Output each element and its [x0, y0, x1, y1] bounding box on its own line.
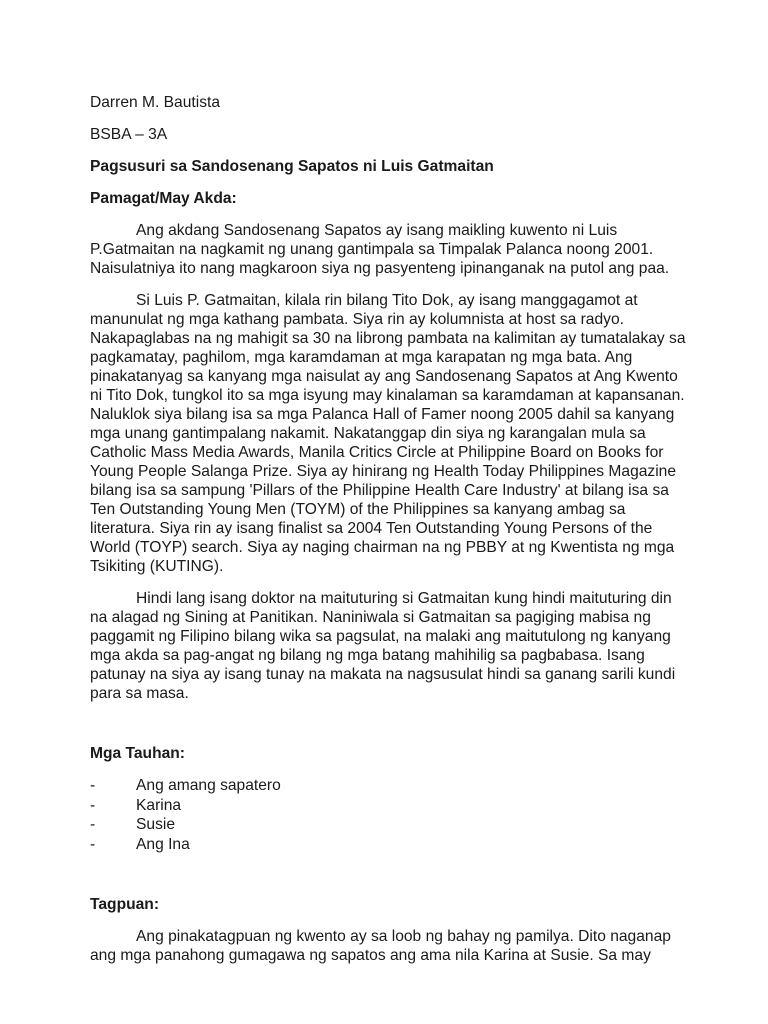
heading-tauhan: Mga Tauhan: [90, 745, 186, 762]
character-name: Ang amang sapatero [136, 777, 281, 794]
character-name: Susie [136, 816, 176, 833]
paragraph-author-advocacy: Hindi lang isang doktor na maituturing si Gatmaitan kung hindi maituturing din na alagad ng Sining at Panitikan. Naniniwala si Gatmaitan sa pagiging mabisa ng paggamit ng Filipino bilang wika sa pagsulat, na malaki ang maitutulong ng kanyang mga akda sa pag-angat ng bilang ng mga batang mahihilig sa pagbabasa. Isang patunay na siya ay isang tunay na makata na nagsusulat hindi sa ganang sarili kundi para sa masa. [90, 590, 676, 702]
character-name: Karina [136, 796, 182, 814]
paragraph-author-bio: Si Luis P. Gatmaitan, kilala rin bilang Tito Dok, ay isang manggagamot at manunulat ng mga kathang pambata. Siya rin ay kolumnista at host sa radyo. Nakapaglabas na ng mahigit sa 30 na librong pambata na kalimitan ay tumatalakay sa pagkamatay, paghilom, mga karamdaman at mga karapatan ng mga bata. Ang pinakatanyag sa kanyang mga naisulat ay ang Sandosenang Sapatos at Ang Kwento ni Tito Dok, tungkol ito sa mga isyung may kinalaman sa karamdaman at kapansanan. Naluklok siya bilang isa sa mga Palanca Hall of Famer noong 2005 dahil sa kanyang mga unang gantimpalang nakamit. Nakatanggap din siya ng karangalan mula sa Catholic Mass Media Awards, Manila Critics Circle at Philippine Board on Books for Young People Salanga Prize. Siya ay hinirang ng Health Today Philippines Magazine bilang isa sa sampung 'Pillars of the Philippine Health Care Industry' at bilang isa sa Ten Outstanding Young Men (TOYM) of the Philippines sa kanyang ambag sa literatura. Siya rin ay isang finalist sa 2004 Ten Outstanding Young Persons of the World (TOYP) search. Siya ay naging chairman na ng PBBY at ng Kwentista ng mga Tsikiting (KUTING). [90, 292, 686, 575]
author-name: Darren M. Bautista [90, 94, 220, 111]
paragraph-intro: Ang akdang Sandosenang Sapatos ay isang maikling kuwento ni Luis P.Gatmaitan na nagkamit ng unang gantimpala sa Timpalak Palanca noong 2001. Naisulatniya ito nang magkaroon siya ng pasyenteng ipinanganak na putol ang paa. [90, 222, 670, 277]
character-name: Ang Ina [136, 835, 190, 853]
list-item [90, 815, 690, 835]
bullet-dash: - [90, 777, 96, 794]
list-item [90, 796, 690, 816]
bullet-dash: - [90, 796, 96, 814]
paragraph-setting: Ang pinakatagpuan ng kwento ay sa loob ng bahay ng pamilya. Dito naganap ang mga panahong gumagawa ng sapatos ang ama nila Karina at Susie. Sa may [90, 928, 671, 964]
bullet-dash: - [90, 835, 96, 853]
document-title: Pagsusuri sa Sandosenang Sapatos ni Luis Gatmaitan [90, 158, 494, 175]
list-item [90, 835, 690, 855]
heading-pamagat: Pamagat/May Akda: [90, 190, 237, 207]
bullet-dash: - [90, 816, 96, 833]
character-list [90, 776, 690, 854]
heading-tagpuan: Tagpuan: [90, 896, 160, 913]
course-section: BSBA – 3A [90, 126, 168, 143]
list-item [90, 776, 690, 796]
document-body [90, 93, 690, 978]
